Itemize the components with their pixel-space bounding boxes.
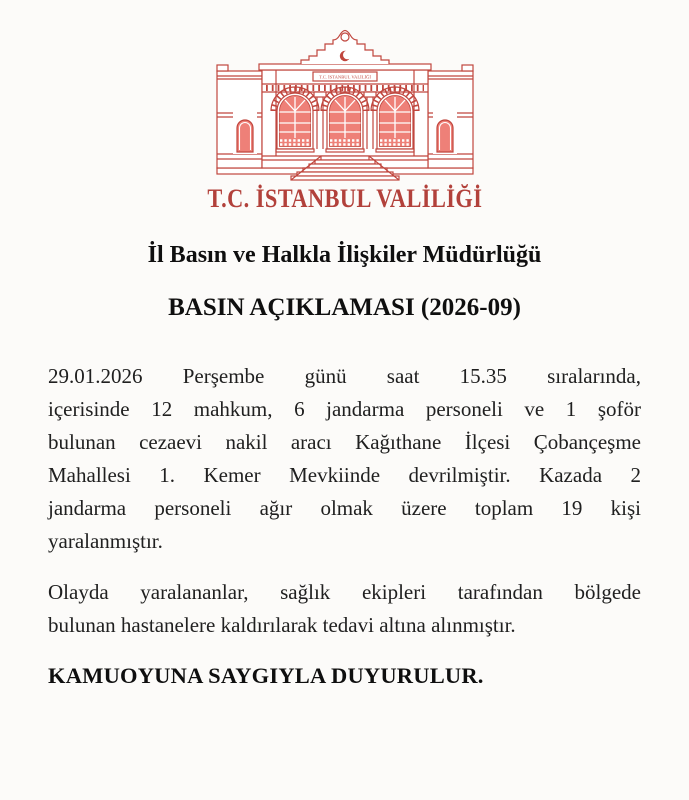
paragraph-2	[48, 576, 641, 642]
document-body	[0, 360, 689, 642]
text-line: jandarma personeli ağır olmak üzere toplam 19 kişi	[48, 496, 641, 520]
text-line: yaralanmıştır.	[48, 529, 163, 553]
press-release-title: BASIN AÇIKLAMASI (2026-09)	[168, 294, 521, 321]
text-line: içerisinde 12 mahkum, 6 jandarma personeli ve 1 şoför	[48, 397, 641, 421]
text-line: bulunan cezaevi nakil aracı Kağıthane İlçesi Çobançeşme	[48, 430, 641, 454]
closing-statement: KAMUOYUNA SAYGIYLA DUYURULUR.	[48, 663, 484, 688]
paragraph-1	[48, 360, 641, 558]
governorship-logo	[0, 0, 689, 214]
logo-caption-text: T.C. İSTANBUL VALİLİĞİ	[207, 184, 482, 213]
text-line: Mahallesi 1. Kemer Mevkiinde devrilmiştir. Kazada 2	[48, 463, 641, 487]
text-line: Olayda yaralananlar, sağlık ekipleri tarafından bölgede	[48, 580, 641, 604]
text-line: 29.01.2026 Perşembe günü saat 15.35 sıralarında,	[48, 364, 641, 388]
emblem-banner-text: T.C. İSTANBUL VALİLİĞİ	[318, 74, 371, 80]
department-heading: İl Basın ve Halkla İlişkiler Müdürlüğü	[147, 242, 542, 268]
logo-caption	[0, 184, 689, 214]
governorship-building-emblem-icon	[210, 16, 480, 186]
text-line: bulunan hastanelere kaldırılarak tedavi altına alınmıştır.	[48, 613, 516, 637]
